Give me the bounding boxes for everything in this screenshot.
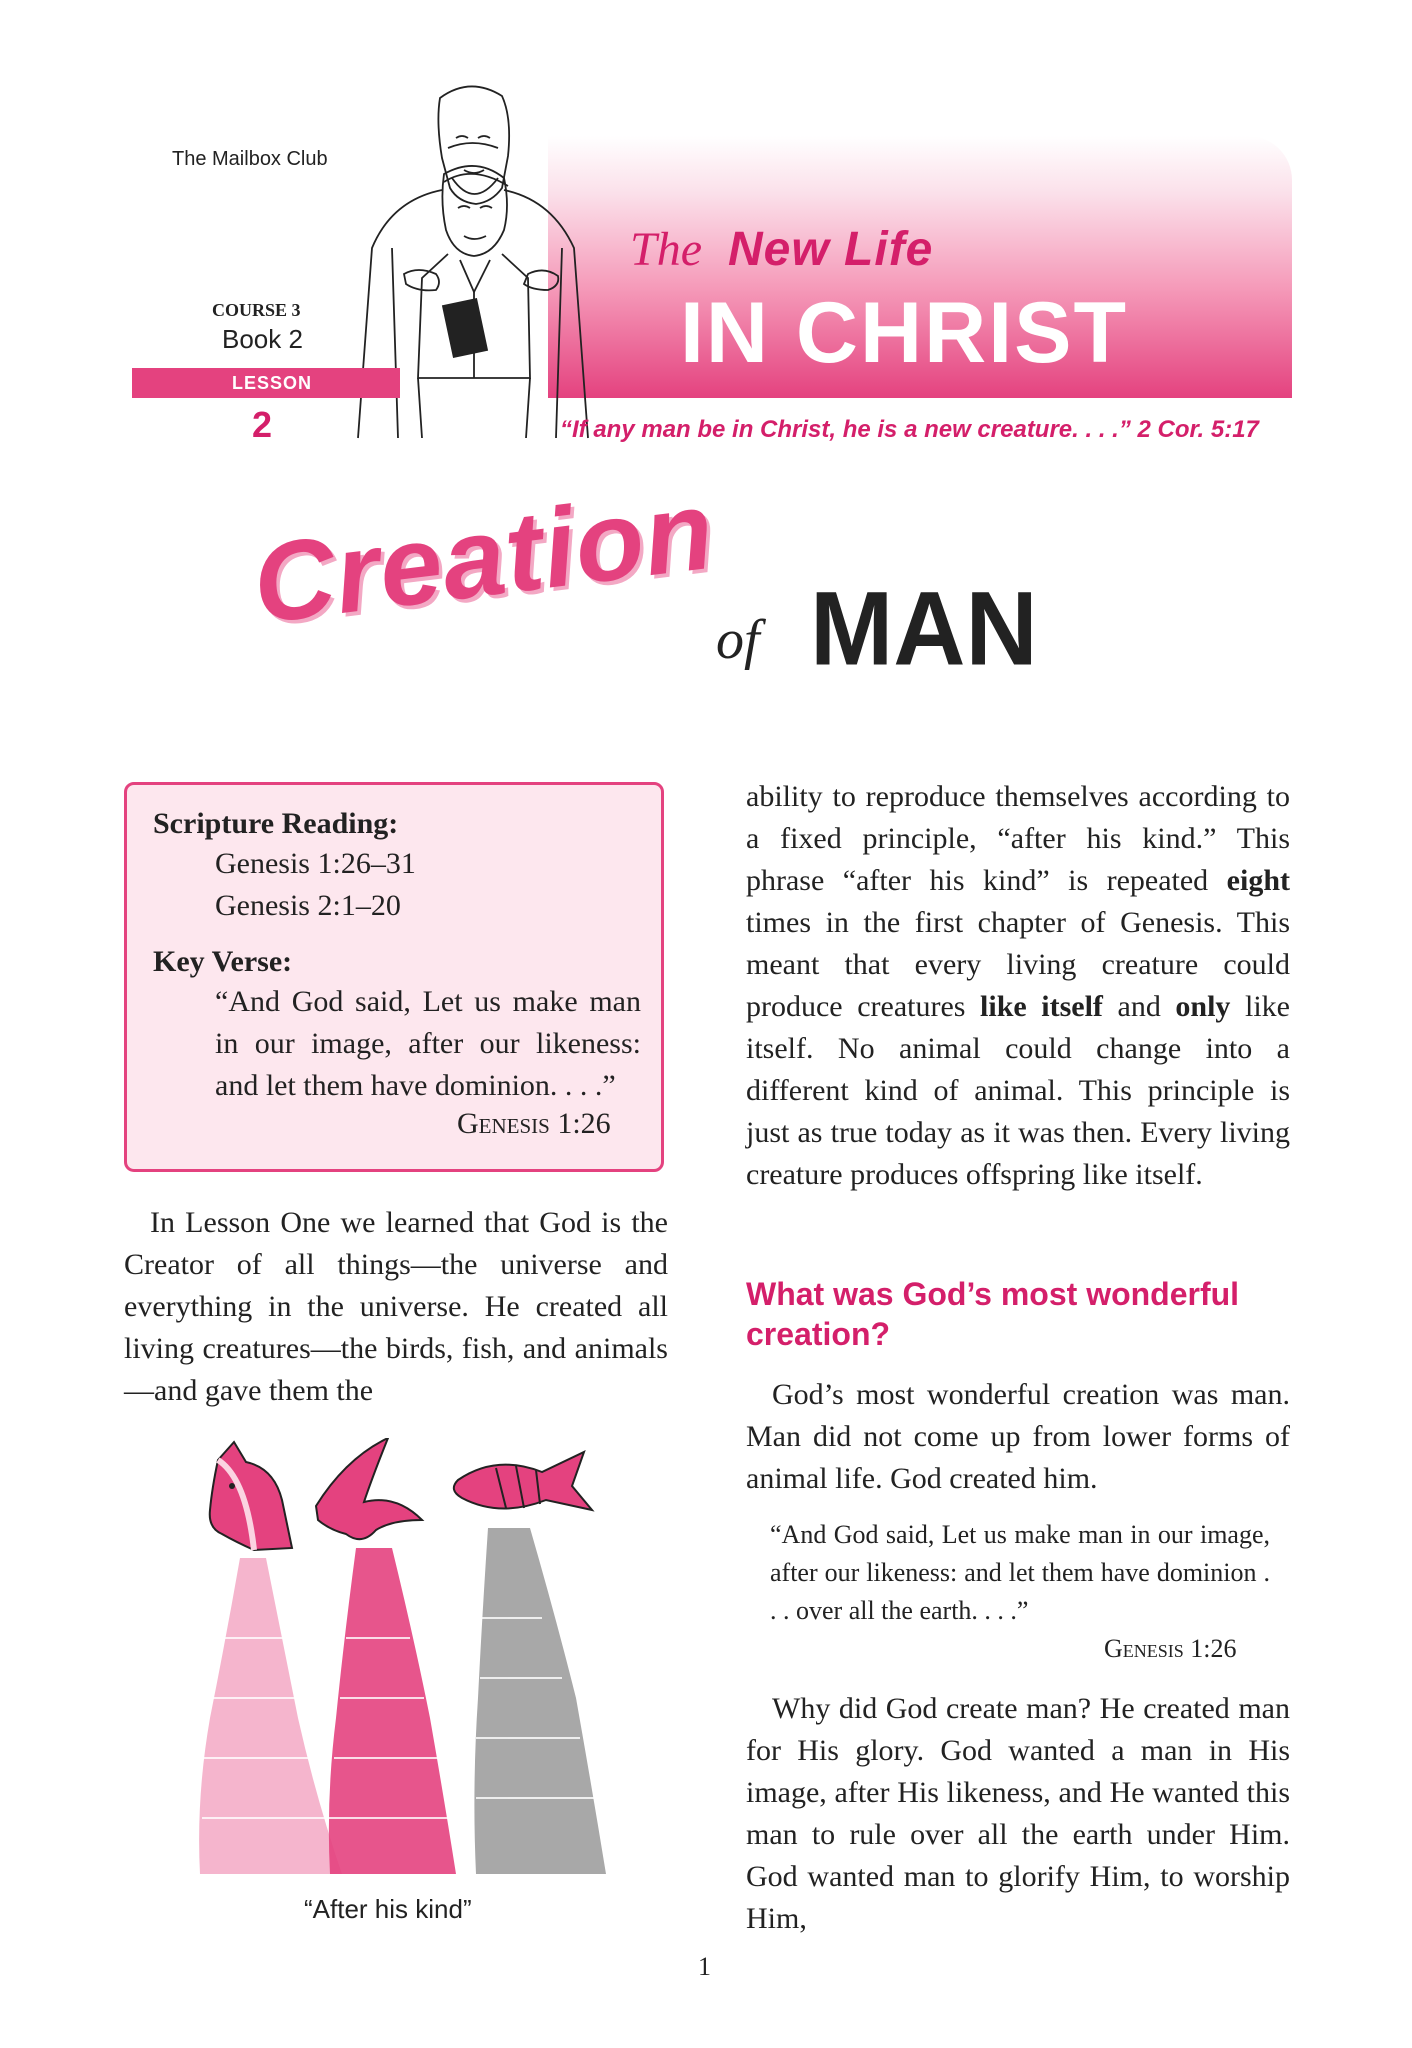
illustration-caption: “After his kind” (304, 1894, 472, 1924)
series-title-new-life: New Life (728, 223, 934, 276)
fish-icon (454, 1452, 592, 1510)
paragraph-most-wonderful: God’s most wonderful creation was man. Man did not come up from lower forms of animal life. God created him. (746, 1378, 1290, 1495)
paragraph-after-his-kind (746, 776, 1290, 1196)
key-verse-text: “And God said, Let us make man in our image, after our likeness: and let them have dominion. . . .” (215, 985, 641, 1102)
genesis-quote-reference: Genesis 1:26 (1104, 1634, 1237, 1663)
after-his-kind-illustration (196, 1438, 616, 1884)
key-verse (215, 981, 641, 1107)
page-number: 1 (698, 1952, 711, 1981)
series-title-the: The (630, 223, 702, 276)
p1-bold-only: only (1175, 990, 1231, 1023)
lesson-label: LESSON (232, 373, 313, 393)
p1-part-c: times in the first chapter of Genesis. This meant that every living creature could produce creatures (746, 906, 1290, 1023)
lesson-number: 2 (252, 404, 273, 445)
horse-stream (199, 1558, 342, 1874)
scripture-reading-label: Scripture Reading: (153, 807, 399, 840)
p1-part-g: like itself. No animal could change into a different kind of animal. This principle is just as true today as it was then. Every living creature produces offspring like itself. (746, 990, 1290, 1191)
series-title-in-christ: IN CHRIST (680, 285, 1128, 381)
p1-part-e: and (1102, 990, 1176, 1023)
p1-part-a: ability to reproduce themselves according to a fixed principle, “after his kind.” This phrase “after his kind” is repeated (746, 780, 1290, 897)
genesis-quote-text: “And God said, Let us make man in our image, after our likeness: and let them have dominion . . . over all the earth. . . .” (770, 1520, 1270, 1625)
intro-paragraph: In Lesson One we learned that God is the Creator of all things—the universe and everything in the universe. He created all living creatures—the birds, fish, and animals—and gave them the (124, 1206, 668, 1407)
scripture-reading-2: Genesis 2:1–20 (215, 889, 401, 922)
scripture-box (124, 782, 664, 1172)
banner-verse: “If any man be in Christ, he is a new creature. . . .” 2 Cor. 5:17 (560, 416, 1259, 443)
paragraph-why-create: Why did God create man? He created man for His glory. God wanted a man in His image, after His likeness, and He wanted this man to rule over all the earth under Him. God wanted man to glorify Him, to worship Him, (746, 1692, 1290, 1935)
key-verse-reference: Genesis 1:26 (457, 1107, 611, 1140)
key-verse-label: Key Verse: (153, 945, 293, 978)
genesis-quote (770, 1516, 1270, 1630)
bird-icon (316, 1438, 422, 1539)
p1-bold-eight: eight (1226, 864, 1290, 897)
p1-bold-like-itself: like itself (980, 990, 1103, 1023)
book-label: Book 2 (222, 324, 303, 354)
scripture-reading-1: Genesis 1:26–31 (215, 847, 416, 880)
fish-stream (474, 1528, 606, 1874)
title-man: MAN (810, 570, 1038, 688)
section-heading: What was God’s most wonderful creation? (746, 1276, 1240, 1352)
title-of: of (716, 609, 760, 671)
club-name: The Mailbox Club (172, 148, 328, 170)
horse-head-icon (210, 1442, 292, 1550)
bird-stream (329, 1548, 456, 1874)
title-creation: Creation (246, 466, 721, 648)
course-label: COURSE 3 (212, 300, 301, 320)
